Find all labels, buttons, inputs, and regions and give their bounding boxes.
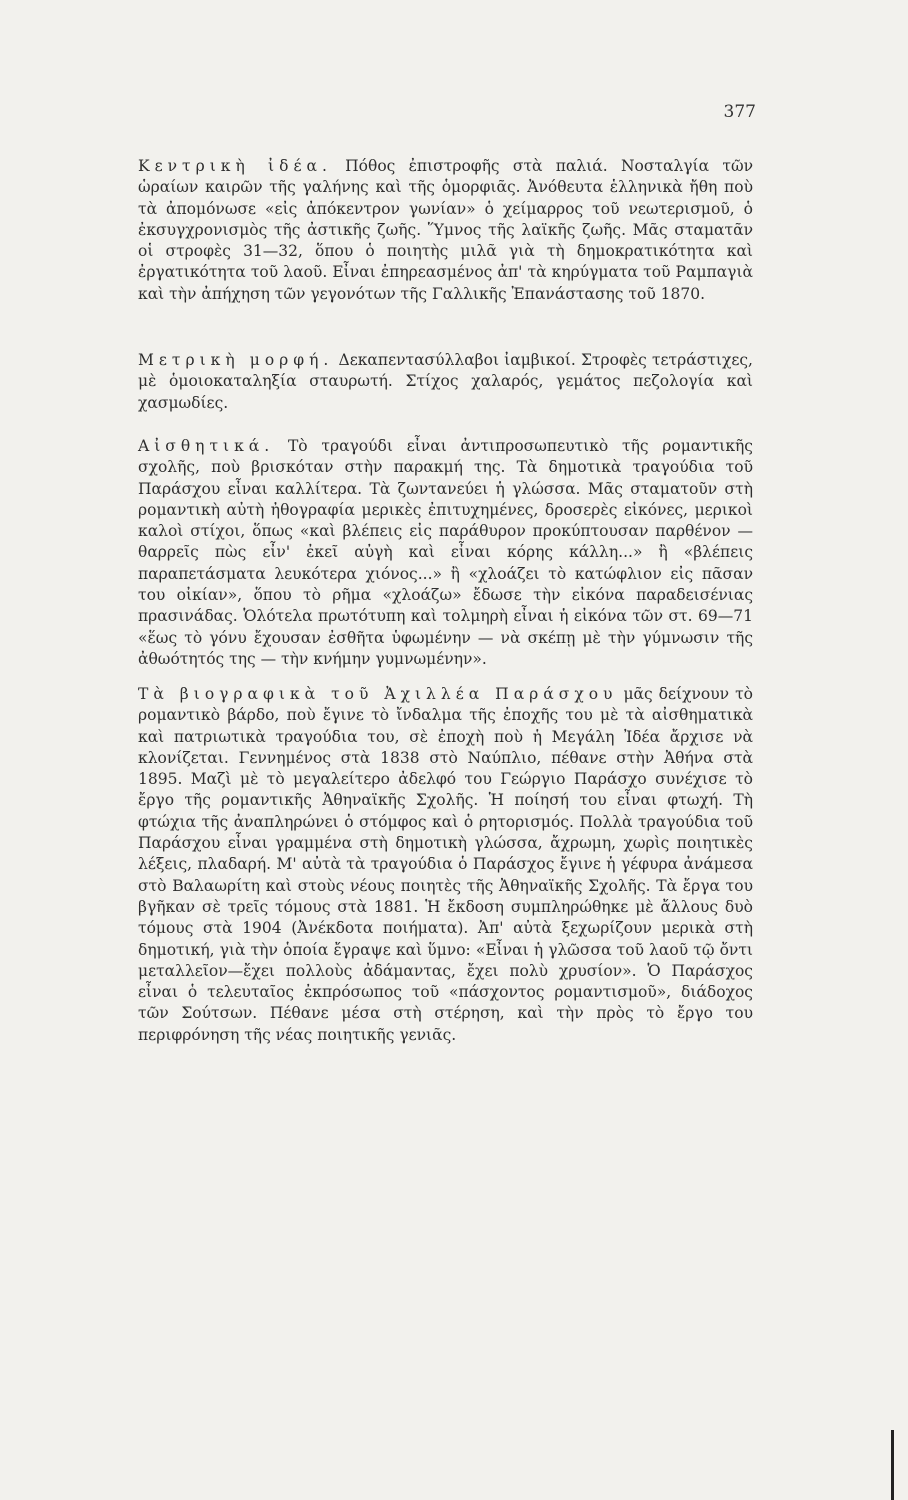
paragraph-lead: Τὰ βιογραφικὰ τοῦ Ἀχιλλέα Παράσχου <box>138 685 618 703</box>
paragraph-central-idea <box>138 156 753 305</box>
paragraph-aesthetics <box>138 436 753 670</box>
paragraph-body: Τὸ τραγούδι εἶναι ἀντιπροσωπευτικὸ τῆς ρομαντικῆς σχολῆς, ποὺ βρισκόταν στὴν παρακμή της. Τὰ δημοτικὰ τραγούδια τοῦ Παράσχου εἶναι καλλίτερα. Τὰ ζωντανεύει ἡ γλώσσα. Μᾶς σταματοῦν στὴ ρομαντικὴ αὐτὴ ἠθογραφία μερικὲς ἐπιτυχημένες, δροσερὲς εἰκόνες, μερικοὶ καλοὶ στίχοι, ὅπως «καὶ βλέπεις εἰς παράθυρον προκύπτουσαν παρθένον — θαρρεῖς πὼς εἶν' ἐκεῖ αὐγὴ καὶ εἶναι κόρης κάλλη...» ἢ «βλέπεις παραπετάσματα λευκότερα χιόνος...» ἢ «χλοάζει τὸ κατώφλιον εἰς πᾶσαν του οἰκίαν», ὅπου τὸ ρῆμα «χλοάζω» ἔδωσε τὴν εἰκόνα παραδεισένιας πρασινάδας. Ὁλότελα πρωτότυπη καὶ τολμηρὴ εἶναι ἡ εἰκόνα τῶν στ. 69—71 «ἕως τὸ γόνυ ἔχουσαν ἐσθῆτα ὑφωμένην — νὰ σκέπῃ μὲ τὴν γύμνωσιν τῆς ἀθωότητός της — τὴν κνήμην γυμνωμένην». <box>138 437 753 668</box>
paragraph-body: Δεκαπεντασύλλαβοι ἰαμβικοί. Στροφὲς τετράστιχες, μὲ ὁμοιοκαταληξία σταυρωτή. Στίχος χαλαρός, γεμάτος πεζολογία καὶ χασμωδίες. <box>138 351 753 412</box>
paragraph-biography <box>138 684 753 1046</box>
paragraph-lead: Μετρικὴ μορφή. <box>138 351 334 369</box>
paragraph-metrical-form <box>138 350 753 414</box>
page-number: 377 <box>723 102 756 122</box>
paragraph-body: μᾶς δείχνουν τὸ ρομαντικὸ βάρδο, ποὺ ἔγινε τὸ ἴνδαλμα τῆς ἐποχῆς του μὲ τὰ αἰσθηματικὰ καὶ πατριωτικὰ τραγούδια του, σὲ ἐποχὴ ποὺ ἡ Μεγάλη Ἰδέα ἄρχισε νὰ κλονίζεται. Γεννημένος στὰ 1838 στὸ Ναύπλιο, πέθανε στὴν Ἀθήνα στὰ 1895. Μαζὶ μὲ τὸ μεγαλείτερο ἀδελφό του Γεώργιο Παράσχο συνέχισε τὸ ἔργο τῆς ρομαντικῆς Ἀθηναϊκῆς Σχολῆς. Ἡ ποίησή του εἶναι φτωχή. Τὴ φτώχια τῆς ἀναπληρώνει ὁ στόμφος καὶ ὁ ρητορισμός. Πολλὰ τραγούδια τοῦ Παράσχου εἶναι γραμμένα στὴ δημοτικὴ γλώσσα, ἄχρωμη, χωρὶς ποιητικὲς λέξεις, πλαδαρή. Μ' αὐτὰ τὰ τραγούδια ὁ Παράσχος ἔγινε ἡ γέφυρα ἀνάμεσα στὸ Βαλαωρίτη καὶ στοὺς νέους ποιητὲς τῆς Ἀθηναϊκῆς Σχολῆς. Τὰ ἔργα του βγῆκαν σὲ τρεῖς τόμους στὰ 1881. Ἡ ἔκδοση συμπληρώθηκε μὲ ἄλλους δυὸ τόμους στὰ 1904 (Ἀνέκδοτα ποιήματα). Ἀπ' αὐτὰ ξεχωρίζουν μερικὰ στὴ δημοτική, γιὰ τὴν ὁποία ἔγραψε καὶ ὕμνο: «Εἶναι ἡ γλῶσσα τοῦ λαοῦ τῷ ὄντι μεταλλεῖον—ἔχει πολλοὺς ἀδάμαντας, ἔχει πολὺ χρυσίον». Ὁ Παράσχος εἶναι ὁ τελευταῖος ἐκπρόσωπος τοῦ «πάσχοντος ρομαντισμοῦ», διάδοχος τῶν Σούτσων. Πέθανε μέσα στὴ στέρηση, καὶ τὴν πρὸς τὸ ἔργο του περιφρόνηση τῆς νέας ποιητικῆς γενιᾶς. <box>138 685 753 1044</box>
page-edge-mark <box>891 1430 894 1500</box>
paragraph-body: Πόθος ἐπιστροφῆς στὰ παλιά. Νοσταλγία τῶν ὡραίων καιρῶν τῆς γαλήνης καὶ τῆς ὁμορφιᾶς. Ἀνόθευτα ἑλληνικὰ ἤθη ποὺ τὰ ἀπομόνωσε «εἰς ἀπόκεντρον γωνίαν» ὁ χείμαρρος τοῦ νεωτερισμοῦ, ὁ ἐκσυγχρονισμὸς τῆς ἀστικῆς ζωῆς. Ὕμνος τῆς λαϊκῆς ζωῆς. Μᾶς σταματᾶν οἱ στροφὲς 31—32, ὅπου ὁ ποιητὴς μιλᾶ γιὰ τὴ δημοκρατικότητα καὶ ἐργατικότητα τοῦ λαοῦ. Εἶναι ἐπηρεασμένος ἀπ' τὰ κηρύγματα τοῦ Ραμπαγιὰ καὶ τὴν ἀπήχηση τῶν γεγονότων τῆς Γαλλικῆς Ἐπανάστασης τοῦ 1870. <box>138 157 754 303</box>
paragraph-lead: Κεντρικὴ ἰδέα. <box>138 157 332 175</box>
paragraph-lead: Αἰσθητικά. <box>138 437 275 455</box>
